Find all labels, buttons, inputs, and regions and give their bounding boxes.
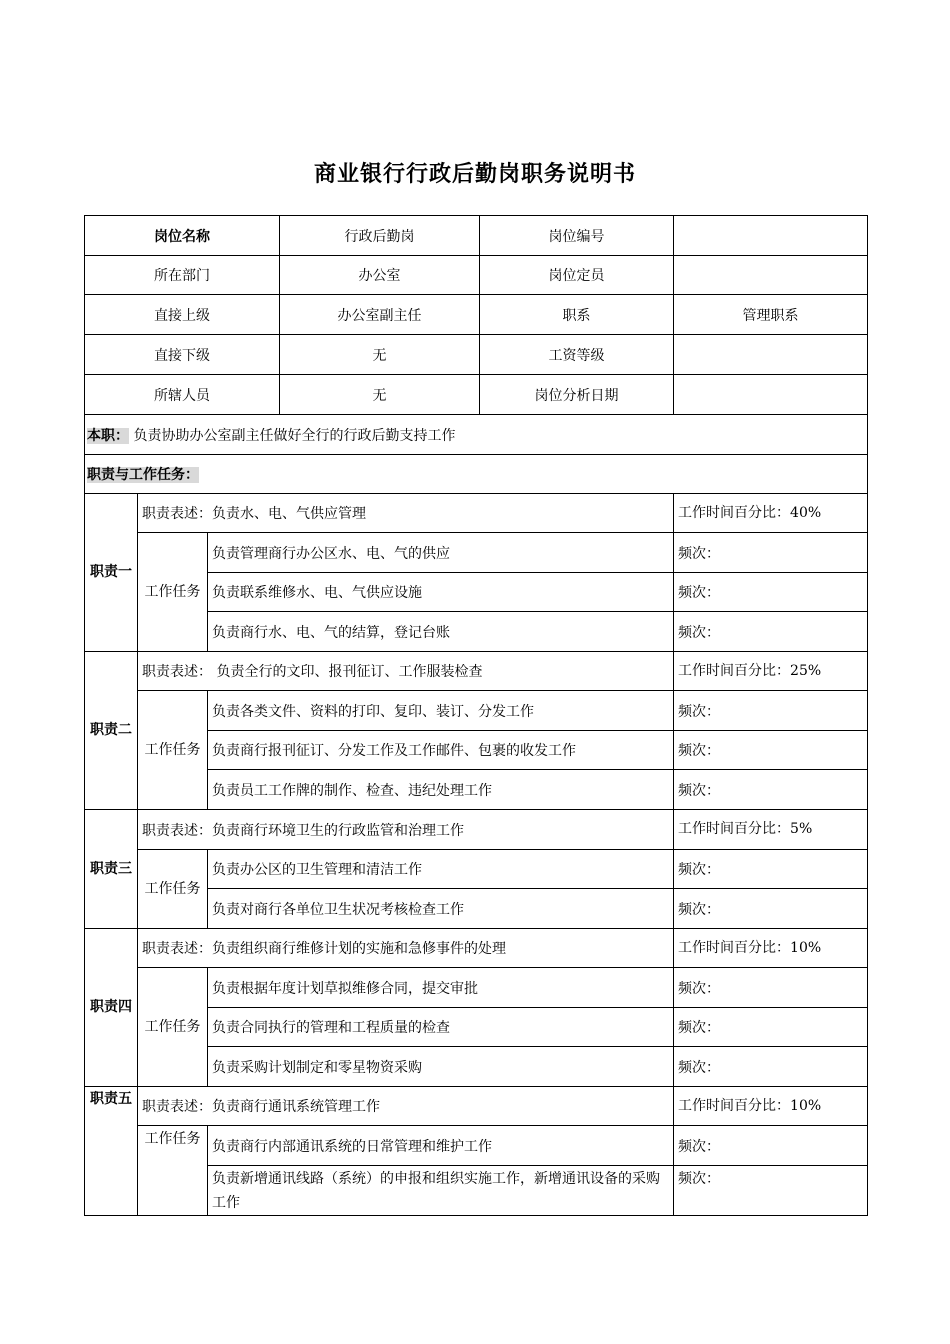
time-percent: 工作时间百分比：40% (674, 494, 868, 533)
time-percent: 工作时间百分比：5% (674, 810, 868, 850)
dept-value: 办公室 (280, 256, 480, 295)
task-label: 工作任务 (138, 1126, 208, 1216)
responsibility-label: 职责三 (85, 810, 138, 929)
task-item: 负责新增通讯线路（系统）的申报和组织实施工作，新增通讯设备的采购工作 (208, 1166, 674, 1216)
responsibility-label: 职责四 (85, 929, 138, 1087)
task-label: 工作任务 (138, 968, 208, 1087)
tasks-header-row (85, 455, 868, 494)
frequency: 频次： (674, 1166, 868, 1216)
task-item: 负责各类文件、资料的打印、复印、装订、分发工作 (208, 691, 674, 731)
responsibility-label: 职责五 (85, 1087, 138, 1216)
responsibility-label: 职责一 (85, 494, 138, 652)
time-percent: 工作时间百分比：10% (674, 1087, 868, 1126)
task-item: 负责管理商行办公区水、电、气的供应 (208, 533, 674, 573)
frequency: 频次： (674, 533, 868, 573)
frequency: 频次： (674, 1008, 868, 1047)
frequency: 频次： (674, 691, 868, 731)
subordinate-value: 无 (280, 335, 480, 375)
staff-value: 无 (280, 375, 480, 415)
responsibility-label: 职责二 (85, 652, 138, 810)
task-item: 负责员工工作牌的制作、检查、违纪处理工作 (208, 770, 674, 810)
frequency: 频次： (674, 850, 868, 889)
responsibility-desc: 职责表述：负责商行通讯系统管理工作 (138, 1087, 674, 1126)
post-no-label: 岗位编号 (480, 216, 674, 256)
time-percent: 工作时间百分比：25% (674, 652, 868, 691)
task-item: 负责联系维修水、电、气供应设施 (208, 573, 674, 612)
frequency: 频次： (674, 770, 868, 810)
responsibility-desc: 职责表述： 负责全行的文印、报刊征订、工作服装检查 (138, 652, 674, 691)
frequency: 频次： (674, 612, 868, 652)
grade-value (674, 335, 868, 375)
staff-label: 所辖人员 (85, 375, 280, 415)
task-item: 负责商行水、电、气的结算，登记台账 (208, 612, 674, 652)
dept-label: 所在部门 (85, 256, 280, 295)
task-item: 负责商行报刊征订、分发工作及工作邮件、包裹的收发工作 (208, 731, 674, 770)
responsibility-desc: 职责表述：负责组织商行维修计划的实施和急修事件的处理 (138, 929, 674, 968)
time-percent: 工作时间百分比：10% (674, 929, 868, 968)
task-label: 工作任务 (138, 691, 208, 810)
responsibility-desc: 职责表述：负责商行环境卫生的行政监管和治理工作 (138, 810, 674, 850)
frequency: 频次： (674, 889, 868, 929)
task-item: 负责根据年度计划草拟维修合同，提交审批 (208, 968, 674, 1008)
task-item: 负责办公区的卫生管理和清洁工作 (208, 850, 674, 889)
analysis-date-label: 岗位分析日期 (480, 375, 674, 415)
post-name-value: 行政后勤岗 (280, 216, 480, 256)
frequency: 频次： (674, 968, 868, 1008)
post-no-value (674, 216, 868, 256)
subordinate-label: 直接下级 (85, 335, 280, 375)
task-label: 工作任务 (138, 533, 208, 652)
superior-value: 办公室副主任 (280, 295, 480, 335)
quota-value (674, 256, 868, 295)
superior-label: 直接上级 (85, 295, 280, 335)
task-item: 负责商行内部通讯系统的日常管理和维护工作 (208, 1126, 674, 1166)
series-value: 管理职系 (674, 295, 868, 335)
frequency: 频次： (674, 1047, 868, 1087)
post-name-label: 岗位名称 (85, 216, 280, 256)
tasks-header: 职责与工作任务： (87, 467, 199, 483)
grade-label: 工资等级 (480, 335, 674, 375)
quota-label: 岗位定员 (480, 256, 674, 295)
responsibility-desc: 职责表述：负责水、电、气供应管理 (138, 494, 674, 533)
duty-row (85, 415, 868, 455)
frequency: 频次： (674, 1126, 868, 1166)
task-item: 负责对商行各单位卫生状况考核检查工作 (208, 889, 674, 929)
frequency: 频次： (674, 573, 868, 612)
analysis-date-value (674, 375, 868, 415)
frequency: 频次： (674, 731, 868, 770)
duty-text: 负责协助办公室副主任做好全行的行政后勤支持工作 (133, 427, 456, 444)
task-item: 负责采购计划制定和零星物资采购 (208, 1047, 674, 1087)
series-label: 职系 (480, 295, 674, 335)
job-description-table (84, 215, 868, 1216)
task-item: 负责合同执行的管理和工程质量的检查 (208, 1008, 674, 1047)
task-label: 工作任务 (138, 850, 208, 929)
page-title: 商业银行行政后勤岗职务说明书 (313, 162, 636, 187)
duty-label: 本职： (87, 427, 129, 444)
